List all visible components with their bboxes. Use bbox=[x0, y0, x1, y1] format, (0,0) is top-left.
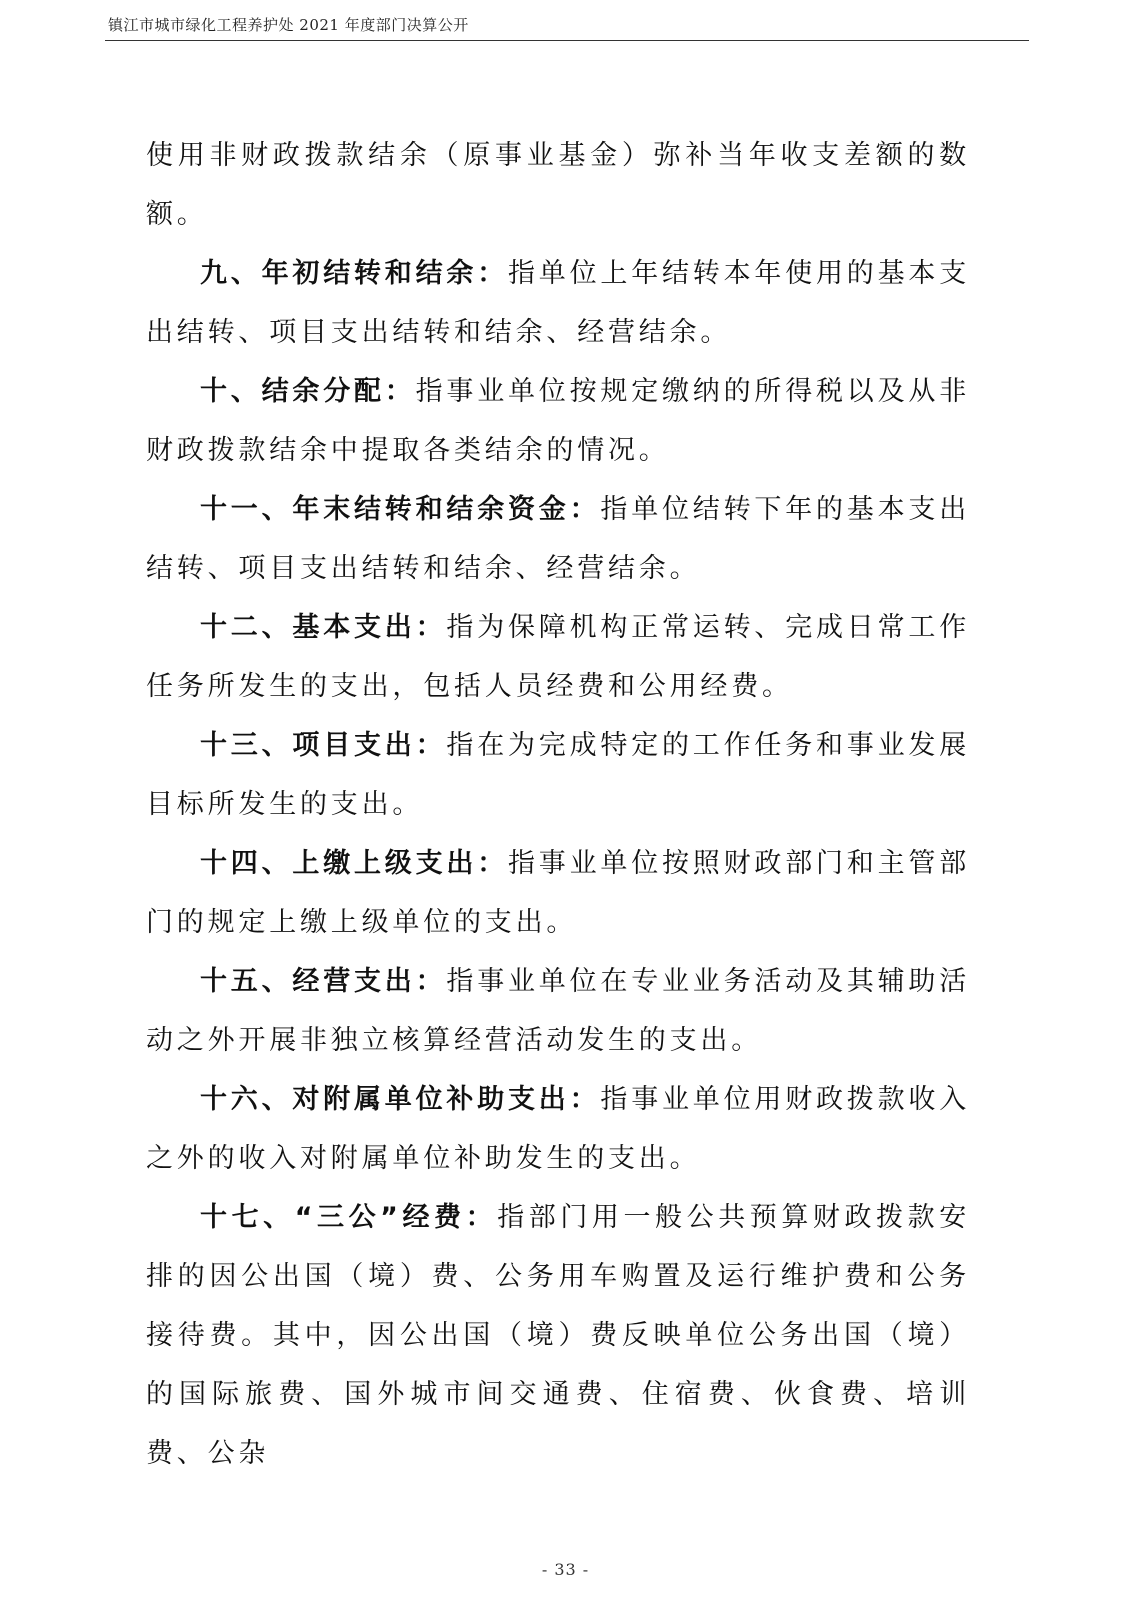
definition-paragraph-14 bbox=[146, 834, 970, 952]
definition-term: 十七、“三公”经费： bbox=[200, 1202, 498, 1233]
definition-text: 指事业单位用财政拨款收入之外的收入对附属单位补助发生的支出。 bbox=[146, 1084, 971, 1174]
definition-text: 指事业单位按照财政部门和主管部门的规定上缴上级单位的支出。 bbox=[146, 848, 970, 938]
definition-term: 十六、对附属单位补助支出： bbox=[200, 1084, 601, 1115]
definition-text: 指为保障机构正常运转、完成日常工作任务所发生的支出，包括人员经费和公用经费。 bbox=[146, 612, 971, 702]
definition-paragraph-11 bbox=[146, 480, 970, 598]
definition-text: 指在为完成特定的工作任务和事业发展目标所发生的支出。 bbox=[146, 730, 971, 820]
definition-paragraph-15 bbox=[146, 952, 970, 1070]
definition-text: 指单位结转下年的基本支出结转、项目支出结转和结余、经营结余。 bbox=[146, 494, 971, 584]
definition-term: 十三、项目支出： bbox=[200, 730, 447, 761]
page-number: - 33 - bbox=[541, 1560, 590, 1579]
definition-text: 指事业单位按规定缴纳的所得税以及从非财政拨款结余中提取各类结余的情况。 bbox=[146, 376, 971, 466]
definition-paragraph-13 bbox=[146, 716, 970, 834]
definition-paragraph-10 bbox=[146, 362, 970, 480]
definition-paragraph-16 bbox=[146, 1070, 970, 1188]
definition-term: 九、年初结转和结余： bbox=[200, 258, 508, 289]
definition-paragraph-12 bbox=[146, 598, 970, 716]
definition-text: 指单位上年结转本年使用的基本支出结转、项目支出结转和结余、经营结余。 bbox=[146, 258, 970, 348]
definition-term: 十四、上缴上级支出： bbox=[200, 848, 508, 879]
definition-term: 十二、基本支出： bbox=[200, 612, 447, 643]
document-header-title: 镇江市城市绿化工程养护处 2021 年度部门决算公开 bbox=[108, 16, 469, 34]
header-divider bbox=[105, 40, 1029, 41]
definition-term: 十五、经营支出： bbox=[200, 966, 447, 997]
definition-paragraph-9 bbox=[146, 244, 970, 362]
document-body bbox=[146, 126, 970, 1483]
definition-paragraph-17 bbox=[146, 1188, 970, 1483]
continuation-paragraph: 使用非财政拨款结余（原事业基金）弥补当年收支差额的数额。 bbox=[146, 140, 970, 230]
definition-text: 指部门用一般公共预算财政拨款安排的因公出国（境）费、公务用车购置及运行维护费和公务接待费。其中，因公出国（境）费反映单位公务出国（境）的国际旅费、国外城市间交通费、住宿费、伙食费、培训费、公杂 bbox=[146, 1202, 970, 1469]
definition-term: 十一、年末结转和结余资金： bbox=[200, 494, 601, 525]
definition-term: 十、结余分配： bbox=[200, 376, 416, 407]
definition-text: 指事业单位在专业业务活动及其辅助活动之外开展非独立核算经营活动发生的支出。 bbox=[146, 966, 971, 1056]
